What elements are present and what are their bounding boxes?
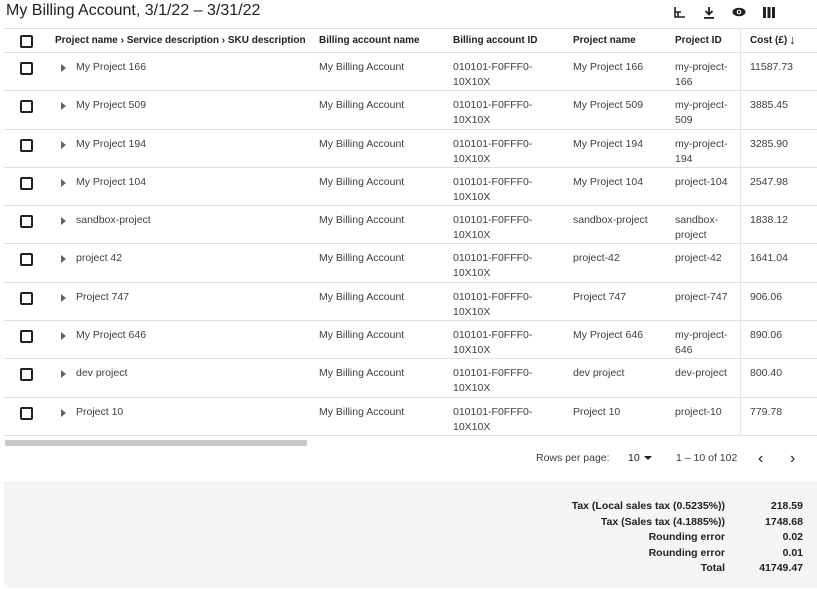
- summary-label: Rounding error: [648, 546, 725, 559]
- header-project-id[interactable]: Project ID: [675, 35, 722, 46]
- cell-billing-account-id: 010101-F0FFF0-10X10X: [453, 99, 533, 127]
- table-row[interactable]: [4, 130, 817, 168]
- expand-row-icon[interactable]: [61, 332, 66, 340]
- cell-cost: 890.06: [750, 329, 783, 342]
- select-all-checkbox[interactable]: [20, 35, 33, 48]
- cell-project-name: Project 10: [573, 405, 621, 418]
- columns-icon[interactable]: [759, 3, 779, 21]
- table-row[interactable]: [4, 244, 817, 282]
- pagination: [0, 452, 817, 468]
- row-checkbox[interactable]: [20, 330, 33, 343]
- row-checkbox[interactable]: [20, 407, 33, 420]
- page-range: 1 – 10 of 102: [676, 452, 738, 464]
- cell-project-name: Project 747: [573, 290, 627, 303]
- expand-row-icon[interactable]: [61, 141, 66, 149]
- cell-billing-account-name: My Billing Account: [319, 61, 405, 73]
- cell-project-name: project-42: [573, 252, 620, 265]
- table-row[interactable]: [4, 91, 817, 129]
- table-toolbar: [669, 3, 779, 21]
- cell-billing-account-name: My Billing Account: [319, 137, 405, 150]
- cell-billing-account-name: My Billing Account: [319, 175, 405, 188]
- cell-billing-account-name: My Billing Account: [319, 99, 405, 112]
- expand-row-icon[interactable]: [61, 179, 66, 187]
- expand-row-icon[interactable]: [61, 255, 66, 263]
- header-cost[interactable]: Cost (£): [750, 35, 788, 46]
- cell-project-name: dev project: [573, 367, 625, 380]
- expand-row-icon[interactable]: [61, 294, 66, 302]
- summary-value: 218.59: [770, 500, 803, 512]
- cell-name: My Project 194: [76, 137, 147, 150]
- cell-project-name: My Project 509: [573, 99, 644, 112]
- table-row[interactable]: [4, 359, 817, 397]
- cell-project-id: sandbox-project: [675, 214, 719, 242]
- cell-project-id: my-project-509: [675, 99, 728, 127]
- cell-project-id: project-10: [675, 405, 722, 418]
- cell-project-name: My Project 104: [573, 175, 644, 188]
- rows-per-page-select[interactable]: [628, 452, 652, 464]
- cell-billing-account-id: 010101-F0FFF0-10X10X: [453, 214, 533, 242]
- header-billing-account-id[interactable]: Billing account ID: [453, 35, 538, 46]
- expand-row-icon[interactable]: [61, 409, 66, 417]
- cell-cost: 800.40: [750, 367, 783, 380]
- download-icon[interactable]: [699, 3, 719, 21]
- row-checkbox[interactable]: [20, 62, 33, 75]
- cell-billing-account-name: My Billing Account: [319, 252, 405, 265]
- table-row[interactable]: [4, 321, 817, 359]
- cell-cost: 3885.45: [750, 99, 788, 112]
- cell-project-id: my-project-194: [675, 137, 728, 165]
- cell-name: sandbox-project: [76, 214, 151, 227]
- cell-billing-account-name: My Billing Account: [319, 290, 405, 303]
- cell-billing-account-id: 010101-F0FFF0-10X10X: [453, 405, 533, 433]
- cell-billing-account-id: 010101-F0FFF0-10X10X: [453, 290, 533, 318]
- summary-value: 1748.68: [765, 515, 803, 528]
- cell-billing-account-id: 010101-F0FFF0-10X10X: [453, 175, 533, 203]
- cell-cost: 906.06: [750, 290, 783, 303]
- cell-name: My Project 166: [76, 61, 147, 73]
- cell-project-name: My Project 194: [573, 137, 644, 150]
- cell-project-id: project-104: [675, 175, 728, 188]
- summary-label: Tax (Local sales tax (0.5235%)): [571, 500, 725, 512]
- cell-project-id: my-project-646: [675, 329, 728, 357]
- cell-name: My Project 104: [76, 175, 147, 188]
- cell-cost: 3285.90: [750, 137, 788, 150]
- cell-name: My Project 509: [76, 99, 147, 112]
- cell-billing-account-name: My Billing Account: [319, 405, 405, 418]
- header-billing-account-name[interactable]: Billing account name: [319, 35, 420, 46]
- cell-project-id: project-747: [675, 290, 728, 303]
- summary-label: Tax (Sales tax (4.1885%)): [600, 515, 725, 528]
- visibility-icon[interactable]: [729, 3, 749, 21]
- horizontal-scrollbar[interactable]: [5, 440, 307, 446]
- cost-table: [4, 28, 817, 436]
- cell-project-name: My Project 166: [573, 61, 644, 73]
- summary-value: 0.02: [782, 531, 803, 543]
- table-row[interactable]: [4, 168, 817, 206]
- cell-cost: 1838.12: [750, 214, 788, 227]
- cell-name: project 42: [76, 252, 123, 265]
- row-checkbox[interactable]: [20, 215, 33, 228]
- rows-per-page-label: Rows per page:: [536, 452, 610, 464]
- cell-cost: 779.78: [750, 405, 783, 418]
- page-title: My Billing Account, 3/1/22 – 3/31/22: [6, 2, 261, 19]
- group-by-icon[interactable]: [669, 3, 689, 21]
- expand-row-icon[interactable]: [61, 217, 66, 225]
- cell-billing-account-name: My Billing Account: [319, 329, 405, 342]
- cell-project-id: my-project-166: [675, 61, 728, 88]
- summary-label: Rounding error: [648, 531, 725, 543]
- header-name[interactable]: Project name › Service description › SKU description: [55, 35, 306, 46]
- expand-row-icon[interactable]: [61, 64, 66, 72]
- summary-value: 41749.47: [759, 562, 803, 574]
- cell-project-id: dev-project: [675, 367, 727, 380]
- cell-name: Project 10: [76, 405, 124, 418]
- cell-project-id: project-42: [675, 252, 722, 265]
- table-row[interactable]: [4, 283, 817, 321]
- cell-billing-account-id: 010101-F0FFF0-10X10X: [453, 137, 533, 165]
- dropdown-caret-icon: [644, 456, 652, 460]
- cell-cost: 11587.73: [750, 61, 794, 73]
- header-project-name[interactable]: Project name: [573, 35, 636, 46]
- cell-billing-account-id: 010101-F0FFF0-10X10X: [453, 61, 533, 88]
- cell-name: My Project 646: [76, 329, 147, 342]
- row-checkbox[interactable]: [20, 177, 33, 190]
- row-checkbox[interactable]: [20, 100, 33, 113]
- expand-row-icon[interactable]: [61, 102, 66, 110]
- row-checkbox[interactable]: [20, 292, 33, 305]
- cell-project-name: sandbox-project: [573, 214, 648, 227]
- summary-panel: [4, 482, 817, 588]
- cell-cost: 2547.98: [750, 175, 788, 188]
- cell-name: dev project: [76, 367, 128, 380]
- row-checkbox[interactable]: [20, 368, 33, 381]
- table-row[interactable]: [4, 398, 817, 436]
- cell-cost: 1641.04: [750, 252, 788, 265]
- cell-billing-account-id: 010101-F0FFF0-10X10X: [453, 329, 533, 357]
- expand-row-icon[interactable]: [61, 370, 66, 378]
- cell-billing-account-id: 010101-F0FFF0-10X10X: [453, 367, 533, 395]
- table-header: [4, 29, 817, 53]
- row-checkbox[interactable]: [20, 139, 33, 152]
- table-row[interactable]: [4, 206, 817, 244]
- row-checkbox[interactable]: [20, 253, 33, 266]
- cell-name: Project 747: [76, 290, 130, 303]
- cell-billing-account-name: My Billing Account: [319, 367, 405, 380]
- next-page-button[interactable]: ›: [790, 450, 796, 467]
- summary-value: 0.01: [782, 546, 803, 559]
- table-row[interactable]: [4, 53, 817, 91]
- summary-label: Total: [700, 562, 725, 574]
- prev-page-button[interactable]: ‹: [758, 450, 764, 467]
- cell-billing-account-id: 010101-F0FFF0-10X10X: [453, 252, 533, 280]
- cell-billing-account-name: My Billing Account: [319, 214, 405, 227]
- cell-project-name: My Project 646: [573, 329, 644, 342]
- rows-per-page-value: 10: [628, 452, 640, 464]
- sort-descending-icon[interactable]: ↓: [789, 32, 796, 47]
